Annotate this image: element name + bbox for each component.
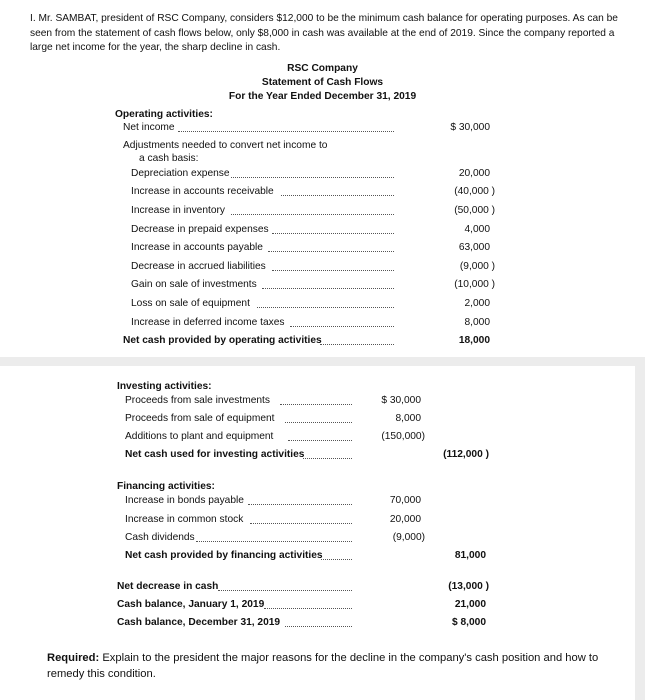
- leader-dots: [262, 288, 394, 289]
- leader-dots: [257, 307, 394, 308]
- leader-dots: [250, 523, 352, 524]
- investing-total-value: (112,000 ): [443, 449, 489, 460]
- leader-dots: [290, 326, 394, 327]
- investing-item-label: Proceeds from sale investments: [125, 395, 270, 406]
- financing-item-label: Cash dividends: [125, 532, 195, 543]
- leader-dots: [196, 541, 352, 542]
- cash-end-value: $ 8,000: [452, 617, 486, 628]
- leader-dots: [264, 608, 352, 609]
- leader-dots: [272, 270, 394, 271]
- statement-bottom-panel: [0, 366, 635, 700]
- operating-item-label: Decrease in prepaid expenses: [131, 224, 269, 235]
- leader-dots: [281, 195, 394, 196]
- leader-dots: [285, 422, 352, 423]
- cash-end-label: Cash balance, December 31, 2019: [117, 617, 281, 628]
- leader-dots: [321, 559, 352, 560]
- operating-item-value: 63,000: [458, 242, 490, 253]
- operating-item-label: Increase in accounts payable: [131, 242, 263, 253]
- operating-item-label: Increase in inventory: [131, 205, 226, 216]
- cash-begin-value: 21,000: [454, 599, 486, 610]
- required-label: Required:: [47, 652, 100, 664]
- financing-item-value: (9,000): [392, 532, 425, 543]
- adjustments-label-cont: a cash basis:: [139, 153, 199, 164]
- financing-heading: Financing activities:: [117, 481, 215, 492]
- leader-dots: [268, 251, 394, 252]
- leader-dots: [178, 131, 394, 132]
- required-text: Explain to the president the major reasons for the decline in the company's cash position and how to remedy this condition.: [47, 652, 599, 680]
- operating-item-label: Decrease in accrued liabilities: [131, 261, 266, 272]
- investing-item-label: Proceeds from sale of equipment: [125, 413, 275, 424]
- adjustments-label: Adjustments needed to convert net income to: [123, 140, 328, 151]
- leader-dots: [218, 590, 352, 591]
- financing-item-value: 20,000: [389, 514, 421, 525]
- operating-heading: Operating activities:: [115, 109, 213, 120]
- investing-item-value: 8,000: [395, 413, 421, 424]
- financing-item-label: Increase in bonds payable: [125, 495, 244, 506]
- operating-item-value: 8,000: [464, 317, 490, 328]
- leader-dots: [280, 404, 352, 405]
- operating-item-label: Depreciation expense: [131, 168, 230, 179]
- financing-total-label: Net cash provided by financing activities: [125, 550, 323, 561]
- leader-dots: [231, 177, 394, 178]
- leader-dots: [285, 626, 352, 627]
- net-decrease-label: Net decrease in cash: [117, 581, 219, 592]
- operating-item-label: Gain on sale of investments: [131, 279, 257, 290]
- operating-item-value: 20,000: [458, 168, 490, 179]
- financing-total-value: 81,000: [454, 550, 486, 561]
- net-decrease-value: (13,000 ): [448, 581, 489, 592]
- leader-dots: [272, 233, 394, 234]
- net-income-label: Net income: [123, 122, 175, 133]
- financing-item-value: 70,000: [389, 495, 421, 506]
- investing-item-value: $ 30,000: [381, 395, 421, 406]
- required-paragraph: [47, 651, 607, 682]
- investing-item-label: Additions to plant and equipment: [125, 431, 274, 442]
- operating-item-value: (10,000 ): [454, 279, 495, 290]
- cash-begin-label: Cash balance, January 1, 2019: [117, 599, 265, 610]
- statement-title: Statement of Cash Flows: [261, 77, 384, 88]
- operating-item-value: 4,000: [464, 224, 490, 235]
- leader-dots: [303, 458, 352, 459]
- operating-total-label: Net cash provided by operating activities: [123, 335, 322, 346]
- operating-item-value: (40,000 ): [454, 186, 495, 197]
- problem-intro: I. Mr. SAMBAT, president of RSC Company, considers $12,000 to be the minimum cash balance for operating purposes. As can be seen from the statement of cash flows below, only $8,000 in cash was available at the end of 2019. Since the company reported a large net income for the year, the sharp decline in cash.: [30, 13, 618, 53]
- investing-total-label: Net cash used for investing activities: [125, 449, 305, 460]
- operating-item-value: (50,000 ): [454, 205, 495, 216]
- financing-item-label: Increase in common stock: [125, 514, 244, 525]
- operating-total-value: 18,000: [458, 335, 490, 346]
- operating-item-label: Increase in accounts receivable: [131, 186, 274, 197]
- operating-item-label: Increase in deferred income taxes: [131, 317, 285, 328]
- net-income-value: $ 30,000: [450, 122, 490, 133]
- investing-item-value: (150,000): [381, 431, 425, 442]
- leader-dots: [320, 344, 394, 345]
- leader-dots: [248, 504, 352, 505]
- leader-dots: [231, 214, 394, 215]
- operating-item-value: (9,000 ): [459, 261, 495, 272]
- statement-period: For the Year Ended December 31, 2019: [228, 91, 417, 102]
- company-name: RSC Company: [287, 63, 358, 74]
- operating-item-label: Loss on sale of equipment: [131, 298, 250, 309]
- leader-dots: [288, 440, 352, 441]
- operating-item-value: 2,000: [464, 298, 490, 309]
- investing-heading: Investing activities:: [117, 381, 212, 392]
